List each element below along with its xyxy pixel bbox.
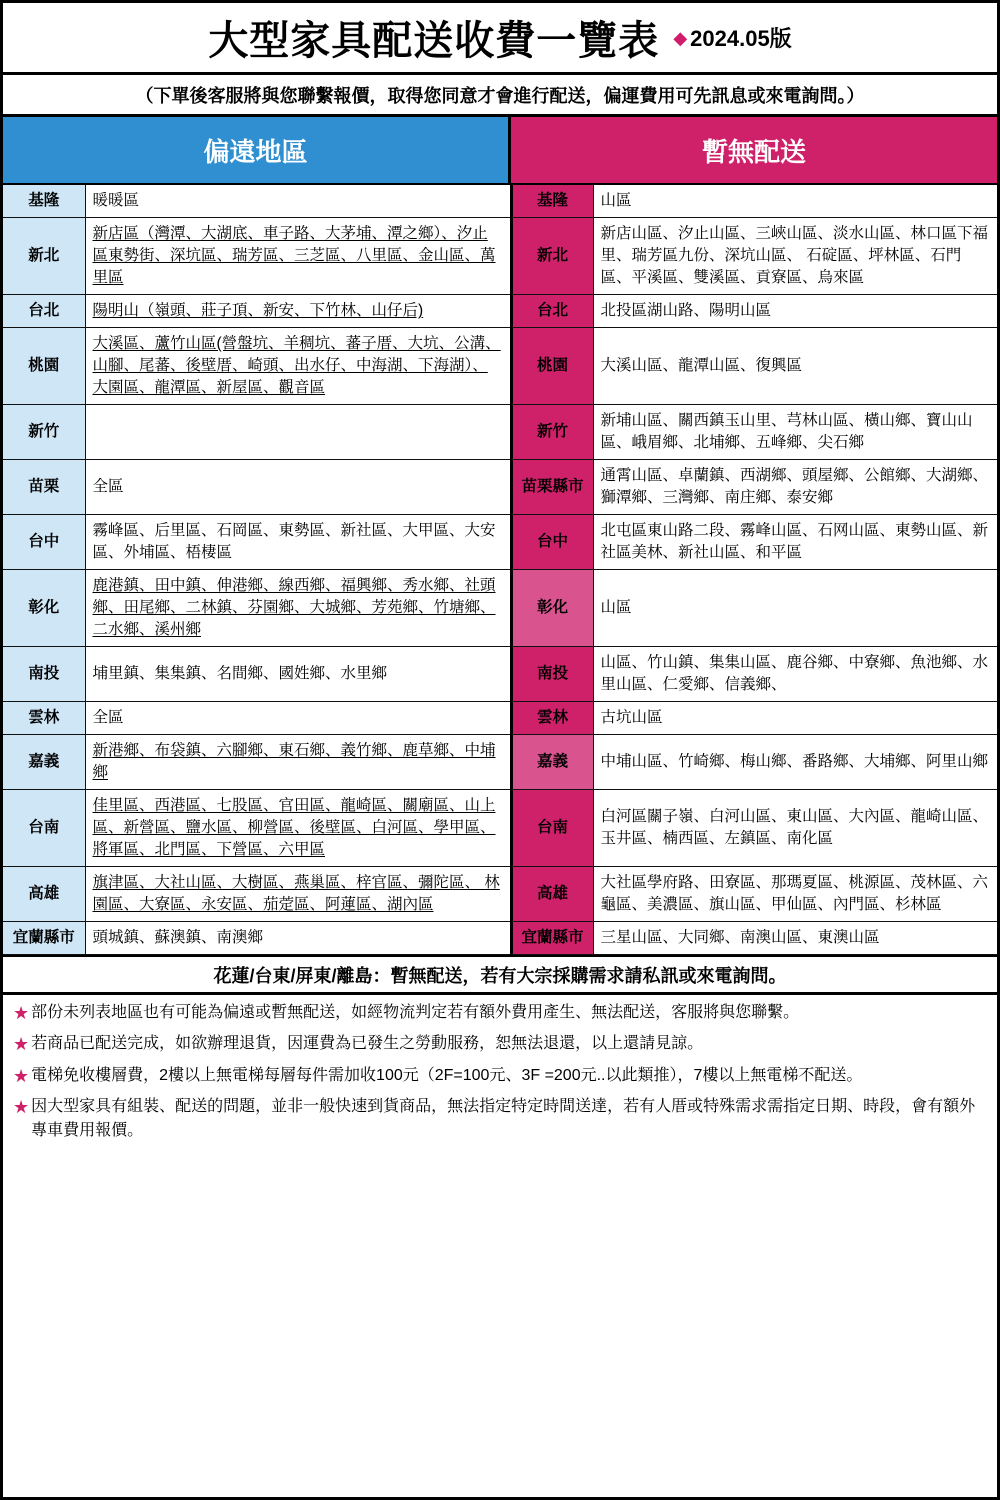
region-label-nodelivery: 基隆 xyxy=(511,185,593,218)
table-row xyxy=(3,790,997,867)
column-header-no-delivery: 暫無配送 xyxy=(511,117,997,183)
table-row xyxy=(3,702,997,735)
nodelivery-areas: 山區 xyxy=(593,570,997,647)
nodelivery-areas: 新店山區、汐止山區、三峽山區、淡水山區、林口區下福里、瑞芳區九份、深坑山區、 石碇區、坪林區、石門區、平溪區、雙溪區、貢寮區、烏來區 xyxy=(593,218,997,295)
star-icon: ★ xyxy=(13,1003,30,1023)
region-label-remote: 台中 xyxy=(3,515,85,570)
footnote-item xyxy=(13,1064,987,1088)
remote-areas: 鹿港鎮、田中鎮、伸港鄉、線西鄉、福興鄉、秀水鄉、社頭鄉、田尾鄉、二林鎮、芬園鄉、大城鄉、芳苑鄉、竹塘鄉、二水鄉、溪州鄉 xyxy=(85,570,511,647)
region-label-remote: 新竹 xyxy=(3,405,85,460)
footnote-item xyxy=(13,1032,987,1056)
island-note: 花蓮/台東/屏東/離島：暫無配送，若有大宗採購需求請私訊或來電詢問。 xyxy=(3,955,997,995)
footnote-item xyxy=(13,1095,987,1143)
nodelivery-areas: 山區、竹山鎮、集集山區、鹿谷鄉、中寮鄉、魚池鄉、水里山區、仁愛鄉、信義鄉、 xyxy=(593,647,997,702)
page-title: 大型家具配送收費一覽表 xyxy=(208,19,660,63)
remote-areas: 陽明山（嶺頭、莊子頂、新安、下竹林、山仔后) xyxy=(85,295,511,328)
diamond-icon: ◆ xyxy=(673,27,688,48)
star-icon: ★ xyxy=(13,1065,30,1086)
region-table xyxy=(3,185,997,955)
table-row xyxy=(3,295,997,328)
header-note: （下單後客服將與您聯繫報價，取得您同意才會進行配送，偏運費用可先訊息或來電詢問。） xyxy=(3,75,997,117)
nodelivery-areas: 北屯區東山路二段、霧峰山區、石网山區、東勢山區、新社區美林、新社山區、和平區 xyxy=(593,515,997,570)
column-header-remote: 偏遠地區 xyxy=(3,117,511,183)
region-label-nodelivery: 台北 xyxy=(511,295,593,328)
region-label-nodelivery: 宜蘭縣市 xyxy=(511,922,593,955)
table-row xyxy=(3,460,997,515)
region-table-body xyxy=(3,185,997,955)
column-headers xyxy=(3,117,997,185)
region-label-remote: 雲林 xyxy=(3,702,85,735)
nodelivery-areas: 新埔山區、關西鎮玉山里、芎林山區、橫山鄉、寶山山區、峨眉鄉、北埔鄉、五峰鄉、尖石鄉 xyxy=(593,405,997,460)
page-header xyxy=(3,3,997,75)
table-row xyxy=(3,647,997,702)
region-label-remote: 南投 xyxy=(3,647,85,702)
nodelivery-areas: 通霄山區、卓蘭鎮、西湖鄉、頭屋鄉、公館鄉、大湖鄉、獅潭鄉、三灣鄉、南庄鄉、泰安鄉 xyxy=(593,460,997,515)
region-label-remote: 宜蘭縣市 xyxy=(3,922,85,955)
nodelivery-areas: 大社區學府路、田寮區、那瑪夏區、桃源區、茂林區、六龜區、美濃區、旗山區、甲仙區、內門區、杉林區 xyxy=(593,867,997,922)
nodelivery-areas: 北投區湖山路、陽明山區 xyxy=(593,295,997,328)
region-label-remote: 台南 xyxy=(3,790,85,867)
nodelivery-areas: 古坑山區 xyxy=(593,702,997,735)
region-label-nodelivery: 苗栗縣市 xyxy=(511,460,593,515)
region-label-remote: 高雄 xyxy=(3,867,85,922)
star-icon: ★ xyxy=(13,1096,30,1117)
region-label-remote: 桃園 xyxy=(3,328,85,405)
table-row xyxy=(3,515,997,570)
region-label-remote: 苗栗 xyxy=(3,460,85,515)
table-row xyxy=(3,570,997,647)
star-icon: ★ xyxy=(13,1034,30,1055)
remote-areas: 埔里鎮、集集鎮、名間鄉、國姓鄉、水里鄉 xyxy=(85,647,511,702)
region-label-nodelivery: 雲林 xyxy=(511,702,593,735)
remote-areas xyxy=(85,405,511,460)
region-label-remote: 嘉義 xyxy=(3,735,85,790)
remote-areas: 全區 xyxy=(85,702,511,735)
table-row xyxy=(3,218,997,295)
remote-areas: 新港鄉、布袋鎮、六腳鄉、東石鄉、義竹鄉、鹿草鄉、中埔鄉 xyxy=(85,735,511,790)
remote-areas: 暖暖區 xyxy=(85,185,511,218)
region-label-nodelivery: 彰化 xyxy=(511,570,593,647)
region-label-nodelivery: 桃園 xyxy=(511,328,593,405)
remote-areas: 全區 xyxy=(85,460,511,515)
region-label-remote: 台北 xyxy=(3,295,85,328)
region-label-remote: 彰化 xyxy=(3,570,85,647)
nodelivery-areas: 山區 xyxy=(593,185,997,218)
remote-areas: 新店區（灣潭、大湖底、車子路、大茅埔、潭之鄉）、汐止區東勢街、深坑區、瑞芳區、三芝區、八里區、金山區、萬里區 xyxy=(85,218,511,295)
region-label-nodelivery: 南投 xyxy=(511,647,593,702)
table-row xyxy=(3,735,997,790)
table-row xyxy=(3,328,997,405)
footnote-text: 若商品已配送完成，如欲辦理退貨，因運費為已發生之勞動服務，恕無法退還，以上還請見諒。 xyxy=(31,1035,704,1053)
remote-areas: 佳里區、西港區、七股區、官田區、龍崎區、關廟區、山上區、新營區、鹽水區、柳營區、後壁區、白河區、學甲區、將軍區、北門區、下營區、六甲區 xyxy=(85,790,511,867)
nodelivery-areas: 三星山區、大同鄉、南澳山區、東澳山區 xyxy=(593,922,997,955)
table-row xyxy=(3,867,997,922)
region-label-nodelivery: 新北 xyxy=(511,218,593,295)
nodelivery-areas: 白河區關子嶺、白河山區、東山區、大內區、龍崎山區、玉井區、楠西區、左鎮區、南化區 xyxy=(593,790,997,867)
version-label: 2024.05版 xyxy=(690,26,792,51)
table-row xyxy=(3,405,997,460)
nodelivery-areas: 大溪山區、龍潭山區、復興區 xyxy=(593,328,997,405)
footnotes xyxy=(3,995,997,1143)
table-row xyxy=(3,922,997,955)
remote-areas: 霧峰區、后里區、石岡區、東勢區、新社區、大甲區、大安區、外埔區、梧棲區 xyxy=(85,515,511,570)
version-badge xyxy=(673,22,791,53)
footnote-item xyxy=(13,1001,987,1025)
region-label-nodelivery: 嘉義 xyxy=(511,735,593,790)
footnote-text: 電梯免收樓層費，2樓以上無電梯每層每件需加收100元（2F=100元、3F =200元..以此類推），7樓以上無電梯不配送。 xyxy=(31,1066,863,1084)
region-label-nodelivery: 台南 xyxy=(511,790,593,867)
region-label-nodelivery: 台中 xyxy=(511,515,593,570)
footnote-text: 部份未列表地區也有可能為偏遠或暫無配送，如經物流判定若有額外費用產生、無法配送，客服將與您聯繫。 xyxy=(31,1004,800,1021)
table-row xyxy=(3,185,997,218)
region-label-nodelivery: 高雄 xyxy=(511,867,593,922)
region-label-nodelivery: 新竹 xyxy=(511,405,593,460)
remote-areas: 大溪區、蘆竹山區(營盤坑、羊稠坑、蕃子厝、大坑、公溝、山腳、尾蕃、後壁厝、崎頭、出水仔、中海湖、下海湖）、大園區、龍潭區、新屋區、觀音區 xyxy=(85,328,511,405)
region-label-remote: 新北 xyxy=(3,218,85,295)
remote-areas: 旗津區、大社山區、大樹區、燕巢區、梓官區、彌陀區、 林園區、大寮區、永安區、茄萣區、阿蓮區、湖內區 xyxy=(85,867,511,922)
remote-areas: 頭城鎮、蘇澳鎮、南澳鄉 xyxy=(85,922,511,955)
nodelivery-areas: 中埔山區、竹崎鄉、梅山鄉、番路鄉、大埔鄉、阿里山鄉 xyxy=(593,735,997,790)
footnote-text: 因大型家具有組裝、配送的問題，並非一般快速到貨商品，無法指定特定時間送達，若有人厝或特殊需求需指定日期、時段，會有額外專車費用報價。 xyxy=(31,1097,976,1139)
region-label-remote: 基隆 xyxy=(3,185,85,218)
